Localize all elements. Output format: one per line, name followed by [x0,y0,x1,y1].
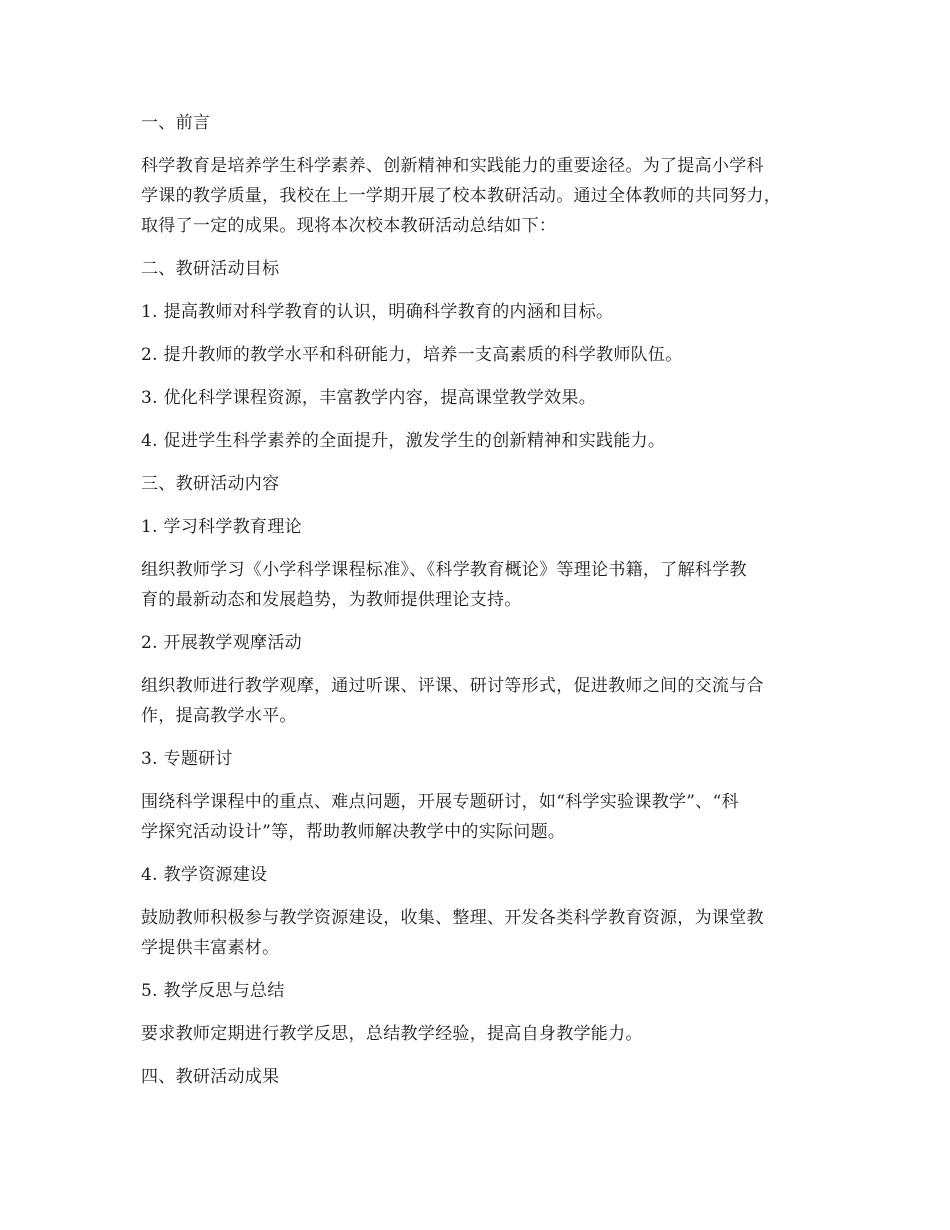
goal-item: 1. 提高教师对科学教育的认识，明确科学教育的内涵和目标。 [141,302,614,322]
section-heading-results: 四、教研活动成果 [141,1067,280,1087]
intro-line: 取得了一定的成果。现将本次校本教研活动总结如下： [141,216,557,236]
paragraph-line: 育的最新动态和发展趋势，为教师提供理论支持。 [141,590,522,610]
content-item-paragraph [141,903,827,963]
content-item-paragraph [141,787,827,847]
goal-item: 4. 促进学生科学素养的全面提升，激发学生的创新精神和实践能力。 [141,431,666,451]
paragraph-line: 要求教师定期进行教学反思，总结教学经验，提高自身教学能力。 [141,1024,643,1044]
content-item-title: 1. 学习科学教育理论 [141,517,302,537]
paragraph-line: 组织教师进行教学观摩，通过听课、评课、研讨等形式，促进教师之间的交流与合 [141,676,764,696]
content-item-title: 3. 专题研讨 [141,749,233,769]
document-body [141,108,827,1092]
content-item-title: 4. 教学资源建设 [141,865,268,885]
intro-paragraph [141,151,827,241]
content-item-title: 2. 开展教学观摩活动 [141,633,302,653]
intro-line: 科学教育是培养学生科学素养、创新精神和实践能力的重要途径。为了提高小学科 [141,156,764,176]
section-heading-goals: 二、教研活动目标 [141,259,280,279]
section-heading-content: 三、教研活动内容 [141,474,280,494]
section-heading-preface: 一、前言 [141,113,211,133]
paragraph-line: 学探究活动设计”等，帮助教师解决教学中的实际问题。 [141,822,566,842]
paragraph-line: 作，提高教学水平。 [141,706,297,726]
goal-item: 3. 优化科学课程资源，丰富教学内容，提高课堂教学效果。 [141,388,597,408]
paragraph-line: 围绕科学课程中的重点、难点问题，开展专题研讨，如“科学实验课教学”、“科 [141,792,739,812]
content-item-title: 5. 教学反思与总结 [141,981,285,1001]
intro-line: 学课的教学质量，我校在上一学期开展了校本教研活动。通过全体教师的共同努力， [141,186,782,206]
paragraph-line: 组织教师学习《小学科学课程标准》、《科学教育概论》等理论书籍，了解科学教 [141,560,747,580]
paragraph-line: 鼓励教师积极参与教学资源建设，收集、整理、开发各类科学教育资源，为课堂教 [141,908,764,928]
goal-item: 2. 提升教师的教学水平和科研能力，培养一支高素质的科学教师队伍。 [141,345,683,365]
content-item-paragraph [141,555,827,615]
content-item-paragraph [141,671,827,731]
paragraph-line: 学提供丰富素材。 [141,938,280,958]
content-item-paragraph [141,1019,827,1049]
